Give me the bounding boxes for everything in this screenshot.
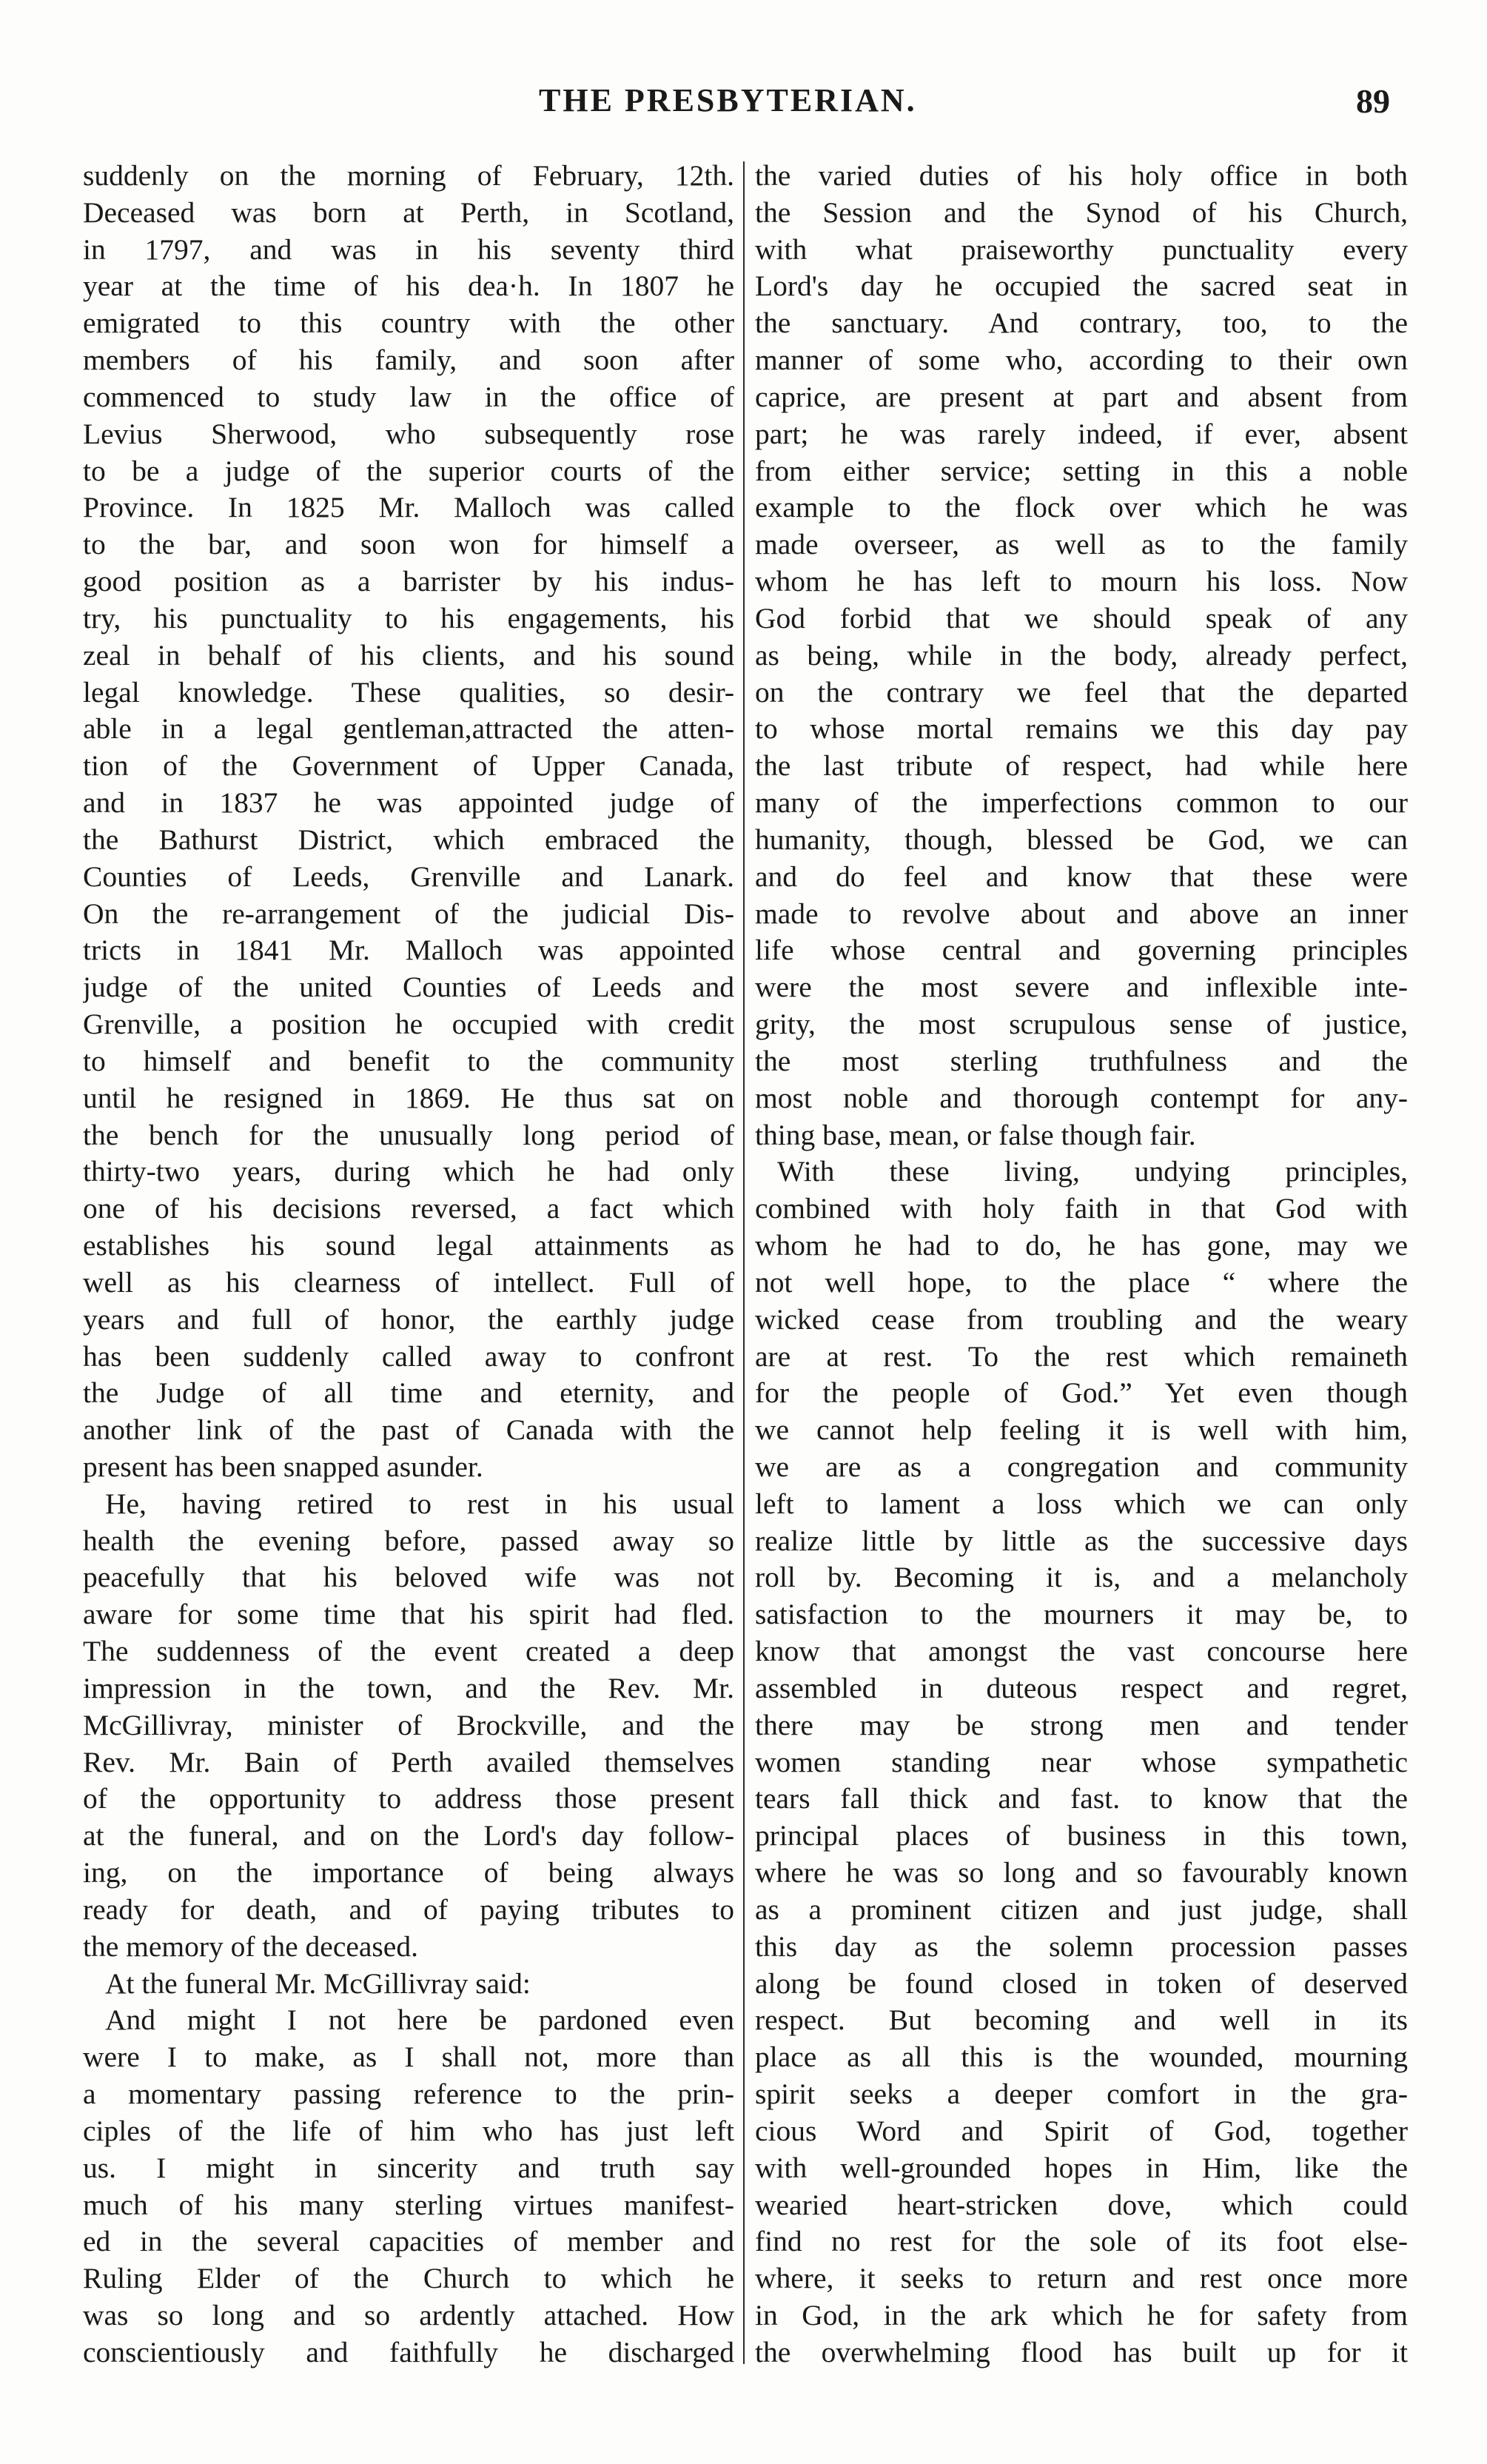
- text-line: and do feel and know that these were: [755, 860, 1408, 893]
- text-line: respect. But becoming and well in its: [755, 2003, 1408, 2037]
- text-line: principal places of business in this town,: [755, 1819, 1408, 1852]
- text-line: to himself and benefit to the community: [83, 1044, 734, 1077]
- text-line: God forbid that we should speak of any: [755, 601, 1408, 635]
- text-line: thing base, mean, or false though fair.: [755, 1118, 1196, 1151]
- text-line: ciples of the life of him who has just left: [83, 2114, 734, 2147]
- text-line: And might I not here be pardoned even: [105, 2003, 734, 2037]
- text-line: we are as a congregation and community: [755, 1450, 1408, 1483]
- left-text-column: [83, 158, 734, 2371]
- text-line: Lord's day he occupied the sacred seat in: [755, 270, 1408, 303]
- text-line: has been suddenly called away to confront: [83, 1339, 734, 1373]
- right-text-column: [755, 158, 1408, 2371]
- text-line: At the funeral Mr. McGillivray said:: [105, 1966, 531, 2000]
- text-line: at the funeral, and on the Lord's day follow-: [83, 1819, 734, 1852]
- text-line: McGillivray, minister of Brockville, and the: [83, 1708, 734, 1741]
- text-line: made to revolve about and above an inner: [755, 897, 1408, 930]
- text-line: the memory of the deceased.: [83, 1929, 418, 1963]
- text-line: were the most severe and inflexible inte-: [755, 971, 1408, 1004]
- text-line: where, it seeks to return and rest once more: [755, 2262, 1408, 2295]
- text-line: and in 1837 he was appointed judge of: [83, 786, 734, 820]
- text-line: judge of the united Counties of Leeds and: [83, 971, 734, 1004]
- text-line: present has been snapped asunder.: [83, 1450, 483, 1483]
- text-line: the sanctuary. And contrary, too, to the: [755, 307, 1408, 340]
- text-line: humanity, though, blessed be God, we can: [755, 823, 1408, 856]
- text-line: suddenly on the morning of February, 12th.: [83, 159, 734, 192]
- text-line: the Judge of all time and eternity, and: [83, 1376, 734, 1410]
- text-line: The suddenness of the event created a deep: [83, 1635, 734, 1668]
- text-line: with what praiseworthy punctuality every: [755, 232, 1408, 266]
- text-line: a momentary passing reference to the prin-: [83, 2078, 734, 2111]
- text-line: good position as a barrister by his indus-: [83, 565, 734, 598]
- text-line: many of the imperfections common to our: [755, 786, 1408, 820]
- text-line: women standing near whose sympathetic: [755, 1745, 1408, 1778]
- text-line: emigrated to this country with the other: [83, 307, 734, 340]
- text-line: there may be strong men and tender: [755, 1708, 1408, 1741]
- text-line: wearied heart-stricken dove, which could: [755, 2188, 1408, 2221]
- text-line: the bench for the unusually long period of: [83, 1118, 734, 1151]
- text-line: spirit seeks a deeper comfort in the gra-: [755, 2078, 1408, 2111]
- text-line: until he resigned in 1869. He thus sat on: [83, 1081, 734, 1114]
- text-line: are at rest. To the rest which remaineth: [755, 1339, 1408, 1373]
- text-line: establishes his sound legal attainments as: [83, 1229, 734, 1262]
- text-line: know that amongst the vast concourse here: [755, 1635, 1408, 1668]
- text-line: cious Word and Spirit of God, together: [755, 2114, 1408, 2147]
- text-line: whom he had to do, he has gone, may we: [755, 1229, 1408, 1262]
- text-line: the overwhelming flood has built up for it: [755, 2335, 1408, 2368]
- text-line: zeal in behalf of his clients, and his sound: [83, 638, 734, 672]
- text-line: along be found closed in token of deserved: [755, 1966, 1408, 2000]
- text-line: health the evening before, passed away so: [83, 1524, 734, 1557]
- text-line: able in a legal gentleman,attracted the atten-: [83, 712, 734, 746]
- text-line: commenced to study law in the office of: [83, 380, 734, 413]
- text-line: peacefully that his beloved wife was not: [83, 1561, 734, 1594]
- text-line: Grenville, a position he occupied with credit: [83, 1008, 734, 1041]
- text-line: tricts in 1841 Mr. Malloch was appointed: [83, 934, 734, 967]
- text-line: thirty-two years, during which he had only: [83, 1155, 734, 1188]
- text-line: Ruling Elder of the Church to which he: [83, 2262, 734, 2295]
- text-line: us. I might in sincerity and truth say: [83, 2151, 734, 2184]
- text-line: to whose mortal remains we this day pay: [755, 712, 1408, 746]
- text-line: caprice, are present at part and absent from: [755, 380, 1408, 413]
- text-line: from either service; setting in this a noble: [755, 454, 1408, 487]
- text-line: ed in the several capacities of member and: [83, 2225, 734, 2258]
- text-line: grity, the most scrupulous sense of justice,: [755, 1008, 1408, 1041]
- text-line: as being, while in the body, already perfect,: [755, 638, 1408, 672]
- text-line: on the contrary we feel that the departed: [755, 675, 1408, 709]
- text-line: in 1797, and was in his seventy third: [83, 232, 734, 266]
- text-line: conscientiously and faithfully he discharged: [83, 2335, 734, 2368]
- page-header: [0, 81, 1487, 126]
- text-line: assembled in duteous respect and regret,: [755, 1671, 1408, 1704]
- text-line: made overseer, as well as to the family: [755, 528, 1408, 561]
- text-line: were I to make, as I shall not, more than: [83, 2040, 734, 2074]
- text-line: of the opportunity to address those present: [83, 1782, 734, 1815]
- text-line: place as all this is the wounded, mourning: [755, 2040, 1408, 2074]
- text-line: With these living, undying principles,: [777, 1155, 1408, 1188]
- text-line: combined with holy faith in that God with: [755, 1192, 1408, 1225]
- text-line: On the re-arrangement of the judicial Dis-: [83, 897, 734, 930]
- text-line: well as his clearness of intellect. Full of: [83, 1265, 734, 1299]
- text-line: year at the time of his dea·h. In 1807 he: [83, 270, 734, 303]
- text-line: we cannot help feeling it is well with him,: [755, 1413, 1408, 1447]
- text-line: life whose central and governing principles: [755, 934, 1408, 967]
- text-line: one of his decisions reversed, a fact which: [83, 1192, 734, 1225]
- text-line: most noble and thorough contempt for any-: [755, 1081, 1408, 1114]
- text-line: manner of some who, according to their own: [755, 344, 1408, 377]
- text-line: ready for death, and of paying tributes to: [83, 1892, 734, 1926]
- text-line: try, his punctuality to his engagements, his: [83, 601, 734, 635]
- text-line: the last tribute of respect, had while here: [755, 749, 1408, 783]
- text-line: in God, in the ark which he for safety from: [755, 2299, 1408, 2332]
- text-line: the most sterling truthfulness and the: [755, 1044, 1408, 1077]
- text-line: impression in the town, and the Rev. Mr.: [83, 1671, 734, 1704]
- text-line: aware for some time that his spirit had fled.: [83, 1598, 734, 1631]
- text-line: to the bar, and soon won for himself a: [83, 528, 734, 561]
- text-line: tears fall thick and fast. to know that the: [755, 1782, 1408, 1815]
- text-line: realize little by little as the successive days: [755, 1524, 1408, 1557]
- text-line: this day as the solemn procession passes: [755, 1929, 1408, 1963]
- text-line: He, having retired to rest in his usual: [105, 1487, 734, 1520]
- text-line: find no rest for the sole of its foot else-: [755, 2225, 1408, 2258]
- text-line: members of his family, and soon after: [83, 344, 734, 377]
- page-number: 89: [1356, 82, 1390, 120]
- text-line: satisfaction to the mourners it may be, to: [755, 1598, 1408, 1631]
- text-line: the varied duties of his holy office in both: [755, 159, 1408, 192]
- text-line: for the people of God.” Yet even though: [755, 1376, 1408, 1410]
- text-line: example to the flock over which he was: [755, 491, 1408, 524]
- text-line: another link of the past of Canada with the: [83, 1413, 734, 1447]
- text-line: Levius Sherwood, who subsequently rose: [83, 417, 734, 450]
- text-line: Province. In 1825 Mr. Malloch was called: [83, 491, 734, 524]
- text-line: not well hope, to the place “ where the: [755, 1265, 1408, 1299]
- text-line: ing, on the importance of being always: [83, 1856, 734, 1889]
- text-line: where he was so long and so favourably known: [755, 1856, 1408, 1889]
- text-line: the Bathurst District, which embraced the: [83, 823, 734, 856]
- text-line: was so long and so ardently attached. How: [83, 2299, 734, 2332]
- publication-title: THE PRESBYTERIAN.: [539, 82, 917, 118]
- text-line: the Session and the Synod of his Church,: [755, 195, 1408, 229]
- text-line: Deceased was born at Perth, in Scotland,: [83, 195, 734, 229]
- text-line: much of his many sterling virtues manifest-: [83, 2188, 734, 2221]
- text-line: Counties of Leeds, Grenville and Lanark.: [83, 860, 734, 893]
- text-line: as a prominent citizen and just judge, shall: [755, 1892, 1408, 1926]
- text-line: left to lament a loss which we can only: [755, 1487, 1408, 1520]
- text-line: legal knowledge. These qualities, so desir-: [83, 675, 734, 709]
- text-line: part; he was rarely indeed, if ever, absent: [755, 417, 1408, 450]
- text-line: wicked cease from troubling and the weary: [755, 1302, 1408, 1336]
- text-line: roll by. Becoming it is, and a melancholy: [755, 1561, 1408, 1594]
- text-line: to be a judge of the superior courts of the: [83, 454, 734, 487]
- text-line: whom he has left to mourn his loss. Now: [755, 565, 1408, 598]
- column-divider: [743, 161, 745, 2364]
- text-line: tion of the Government of Upper Canada,: [83, 749, 734, 783]
- text-line: Rev. Mr. Bain of Perth availed themselves: [83, 1745, 734, 1778]
- text-line: years and full of honor, the earthly judge: [83, 1302, 734, 1336]
- text-line: with well-grounded hopes in Him, like the: [755, 2151, 1408, 2184]
